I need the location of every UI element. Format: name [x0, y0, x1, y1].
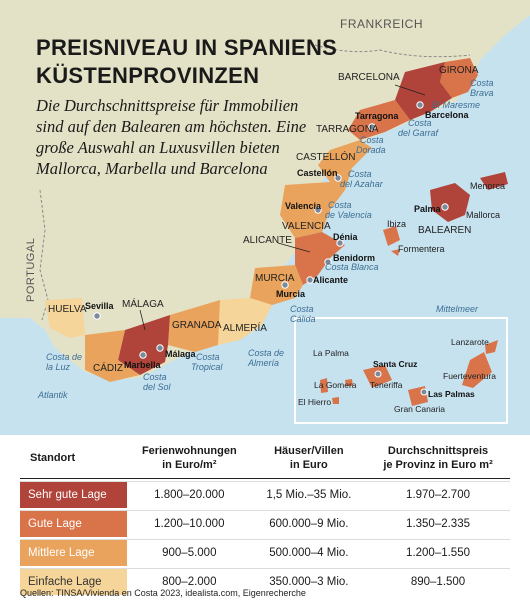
- label-frankreich: FRANKREICH: [340, 17, 424, 31]
- label-province-cadiz: CÁDIZ: [93, 363, 123, 374]
- label-island-ibiza: Ibiza: [387, 219, 407, 229]
- label-costa-del-azahar-2: del Azahar: [340, 179, 383, 189]
- category-sehr-gute-lage: Sehr gute Lage: [20, 481, 127, 508]
- label-city-tarragona: Tarragona: [355, 111, 399, 121]
- label-province-murcia: MURCIA: [255, 273, 295, 284]
- table-cell: 600.000–9 Mio.: [252, 510, 366, 537]
- label-province-tarragona: TARRAGONA: [316, 124, 379, 135]
- header-ferienwohnungen: Ferienwohnungen in Euro/m²: [127, 442, 252, 479]
- label-canary-el-hierro: El Hierro: [298, 397, 332, 407]
- label-province-castellon: CASTELLÓN: [296, 152, 356, 163]
- label-island-mallorca: Mallorca: [466, 210, 501, 220]
- label-costa-blanca: Costa Blanca: [325, 262, 379, 272]
- label-province-alicante: ALICANTE: [243, 235, 292, 246]
- label-canary-las-palmas: Las Palmas: [428, 389, 475, 399]
- label-costa-de-la-luz-1: Costa de: [46, 352, 83, 362]
- table-row: [20, 510, 510, 537]
- label-costa-del-azahar-1: Costa: [348, 169, 372, 179]
- label-province-girona: GIRONA: [439, 65, 479, 76]
- dot-malaga: [157, 345, 163, 351]
- label-costa-calida-1: Costa: [290, 304, 314, 314]
- table-cell: 1.200–10.000: [127, 510, 252, 537]
- table-cell: 1.200–1.550: [366, 539, 510, 566]
- title-line-1: PREISNIVEAU IN SPANIENS: [36, 35, 338, 60]
- header-durchschnitt: Durchschnittspreis je Provinz in Euro m²: [366, 442, 510, 479]
- dot-barcelona: [417, 102, 423, 108]
- label-portugal: PORTUGAL: [25, 237, 37, 302]
- label-canary-santa-cruz: Santa Cruz: [373, 359, 418, 369]
- dot-palma: [442, 204, 448, 210]
- label-costa-del-garraf-2: del Garraf: [398, 128, 439, 138]
- table-cell: 900–5.000: [127, 539, 252, 566]
- label-city-valencia: Valencia: [285, 201, 322, 211]
- label-city-denia: Dénia: [333, 232, 358, 242]
- dot-las-palmas: [421, 389, 427, 395]
- label-costa-brava-1: Costa: [470, 78, 494, 88]
- title-line-2: KÜSTENPROVINZEN: [36, 63, 260, 88]
- label-city-palma: Palma: [414, 204, 441, 214]
- canary-el-hierro-shape: [332, 397, 339, 404]
- table-cell: 500.000–4 Mio.: [252, 539, 366, 566]
- label-costa-calida-2: Cálida: [290, 314, 316, 324]
- label-costa-del-garraf-1: Costa: [408, 118, 432, 128]
- label-mittelmeer: Mittelmeer: [436, 304, 479, 314]
- label-costa-de-valencia-1: Costa: [328, 200, 352, 210]
- label-canary-gran-canaria: Gran Canaria: [394, 404, 446, 414]
- label-costa-tropical-1: Costa: [196, 352, 220, 362]
- table-header-row: [20, 442, 510, 479]
- label-costa-de-la-luz-2: la Luz: [46, 362, 71, 372]
- category-einfache-lage: Einfache Lage: [20, 568, 127, 595]
- table-cell: 1.970–2.700: [366, 481, 510, 508]
- header-haeuser: Häuser/Villen in Euro: [252, 442, 366, 479]
- label-city-alicante: Alicante: [313, 275, 349, 285]
- category-gute-lage: Gute Lage: [20, 510, 127, 537]
- table-cell: 1.350–2.335: [366, 510, 510, 537]
- label-province-malaga: MÁLAGA: [122, 299, 164, 310]
- label-province-huelva: HUELVA: [48, 304, 87, 315]
- label-atlantik: Atlantik: [38, 390, 68, 400]
- label-canary-fuerteventura: Fuerteventura: [443, 371, 496, 381]
- label-costa-del-sol-2: del Sol: [143, 382, 171, 392]
- label-city-malaga: Málaga: [165, 349, 196, 359]
- label-island-menorca: Menorca: [470, 181, 506, 191]
- label-canary-la-palma: La Palma: [313, 348, 349, 358]
- header-standort: Standort: [20, 442, 127, 479]
- label-city-murcia: Murcia: [276, 289, 306, 299]
- label-canary-teneriffa: Teneriffa: [370, 380, 403, 390]
- label-costa-brava-2: Brava: [470, 88, 494, 98]
- dot-sevilla: [94, 313, 100, 319]
- label-costa-dorada-2: Dorada: [356, 145, 386, 155]
- table-cell: 890–1.500: [366, 568, 510, 595]
- table-row: [20, 539, 510, 566]
- label-city-castellon: Castellón: [297, 168, 338, 178]
- price-table: [20, 440, 510, 597]
- label-island-formentera: Formentera: [398, 244, 445, 254]
- table-cell: 800–2.000: [127, 568, 252, 595]
- label-canary-la-gomera: La Gomera: [314, 380, 357, 390]
- label-province-valencia: VALENCIA: [282, 221, 331, 232]
- map-title: [36, 34, 337, 90]
- map-subtitle: Die Durchschnittspreise für Immobilien sind auf den Balearen am höchsten. Eine große Auswahl an Luxusvillen bieten Mallorca, Marbella und Barcelona: [36, 96, 307, 178]
- label-costa-tropical-2: Tropical: [191, 362, 223, 372]
- label-city-barcelona: Barcelona: [425, 110, 469, 120]
- label-province-granada: GRANADA: [172, 320, 222, 331]
- label-province-barcelona: BARCELONA: [338, 72, 400, 83]
- table-cell: 1,5 Mio.–35 Mio.: [252, 481, 366, 508]
- dot-marbella: [140, 352, 146, 358]
- dot-santa-cruz: [375, 371, 381, 377]
- label-city-benidorm: Benidorm: [333, 253, 376, 263]
- category-mittlere-lage: Mittlere Lage: [20, 539, 127, 566]
- label-balearen: BALEAREN: [418, 225, 472, 236]
- label-city-marbella: Marbella: [124, 360, 161, 370]
- label-city-sevilla: Sevilla: [85, 301, 114, 311]
- table-cell: 1.800–20.000: [127, 481, 252, 508]
- label-costa-del-sol-1: Costa: [143, 372, 167, 382]
- table-row: [20, 481, 510, 508]
- source-note: Quellen: TINSA/Vivienda en Costa 2023, idealista.com, Eigenrecherche: [20, 588, 306, 598]
- label-costa-de-almeria-1: Costa de: [248, 348, 285, 358]
- table-cell: 350.000–3 Mio.: [252, 568, 366, 595]
- label-province-almeria: ALMERÍA: [223, 323, 267, 334]
- label-costa-de-almeria-2: Almería: [248, 358, 280, 368]
- label-costa-dorada-1: Costa: [360, 135, 384, 145]
- label-el-maresme: El Maresme: [432, 100, 481, 110]
- label-canary-lanzarote: Lanzarote: [451, 337, 489, 347]
- label-costa-de-valencia-2: de Valencia: [325, 210, 372, 220]
